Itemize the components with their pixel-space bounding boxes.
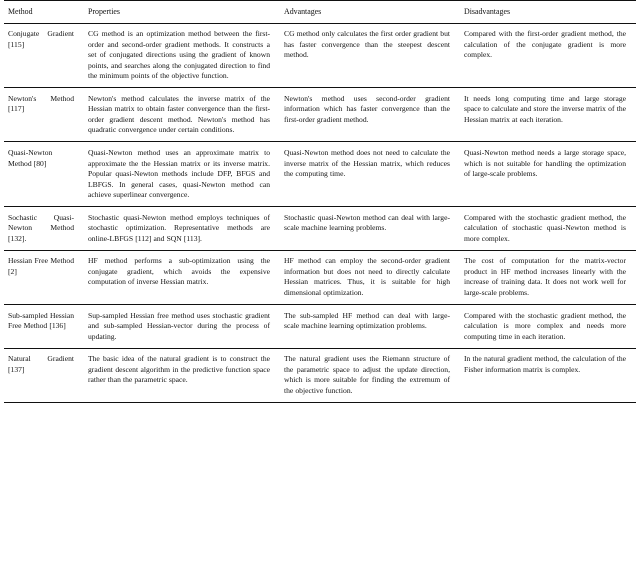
- cell-method: Newton's Method [117]: [4, 88, 84, 142]
- table-row: [4, 88, 636, 142]
- cell-properties: CG method is an optimization method between the first-order and second-order gradient methods. It constructs a set of conjugated directions using the gradient of known points, and searches along the conjugated direction to find the minimum points of the objective function.: [84, 23, 280, 88]
- column-header-disadvantages: [460, 1, 636, 24]
- column-header-advantages: [280, 1, 460, 24]
- table-row: [4, 305, 636, 349]
- cell-advantages: Quasi-Newton method does not need to calculate the inverse matrix of the Hessian matrix, which reduces the computing time.: [280, 142, 460, 207]
- table-row: [4, 207, 636, 251]
- cell-advantages: HF method can employ the second-order gradient information but does not need to directly calculate Hessian matrices. Thus, it is suitable for high dimensional optimization.: [280, 250, 460, 304]
- cell-method: Quasi-Newton Method [80]: [4, 142, 84, 207]
- cell-properties: Stochastic quasi-Newton method employs techniques of stochastic optimization. Representative methods are online-LBFGS [112] and SQN [113].: [84, 207, 280, 251]
- cell-method: Hessian Free Method [2]: [4, 250, 84, 304]
- table-header-row: [4, 1, 636, 24]
- cell-disadvantages: Compared with the stochastic gradient method, the calculation is more complex and needs more computing time in each iteration.: [460, 305, 636, 349]
- cell-properties: The basic idea of the natural gradient is to construct the gradient descent algorithm in the predictive function space rather than the parametric space.: [84, 348, 280, 402]
- cell-advantages: CG method only calculates the first order gradient but has faster convergence than the steepest descent method.: [280, 23, 460, 88]
- cell-advantages: The sub-sampled HF method can deal with large-scale machine learning optimization problems.: [280, 305, 460, 349]
- cell-method: Sub-sampled Hessian Free Method [136]: [4, 305, 84, 349]
- cell-disadvantages: In the natural gradient method, the calculation of the Fisher information matrix is complex.: [460, 348, 636, 402]
- column-header-method-label: Method: [8, 6, 33, 16]
- column-header-disadvantages-label: Disadvantages: [464, 6, 511, 16]
- cell-properties: Quasi-Newton method uses an approximate matrix to approximate the the Hessian matrix or its inverse matrix. Popular quasi-Newton methods include DFP, BFGS and LBFGS. In general cases, quasi-Newton method can achieve superlinear convergence.: [84, 142, 280, 207]
- column-header-advantages-label: Advantages: [284, 6, 322, 16]
- cell-method: Natural Gradient [137]: [4, 348, 84, 402]
- table-row: [4, 142, 636, 207]
- optimization-methods-comparison-table: [4, 0, 636, 403]
- cell-disadvantages: The cost of computation for the matrix-vector product in HF method increases linearly with the increase of training data. It does not work well for large-scale problems.: [460, 250, 636, 304]
- table-header: [4, 1, 636, 24]
- cell-disadvantages: Quasi-Newton method needs a large storage space, which is not suitable for handling the optimization of large-scale problems.: [460, 142, 636, 207]
- column-header-properties-label: Properties: [88, 6, 120, 16]
- table-row: [4, 23, 636, 88]
- cell-properties: Newton's method calculates the inverse matrix of the Hessian matrix to obtain faster convergence than the first-order gradient descent method. Newton's method has quadratic convergence under certain conditions.: [84, 88, 280, 142]
- table-body: [4, 23, 636, 402]
- cell-disadvantages: It needs long computing time and large storage space to calculate and store the inverse matrix of the Hessian matrix at each iteration.: [460, 88, 636, 142]
- column-header-method: [4, 1, 84, 24]
- cell-disadvantages: Compared with the first-order gradient method, the calculation of the conjugate gradient is more complex.: [460, 23, 636, 88]
- cell-disadvantages: Compared with the stochastic gradient method, the calculation of stochastic quasi-Newton method is more complex.: [460, 207, 636, 251]
- cell-advantages: Stochastic quasi-Newton method can deal with large-scale machine learning problems.: [280, 207, 460, 251]
- cell-method: Conjugate Gradient [115]: [4, 23, 84, 88]
- cell-properties: HF method performs a sub-optimization using the conjugate gradient, which avoids the expensive computation of inverse Hessian matrix.: [84, 250, 280, 304]
- cell-advantages: The natural gradient uses the Riemann structure of the parametric space to adjust the update direction, which is more suitable for finding the extremum of the objective function.: [280, 348, 460, 402]
- cell-advantages: Newton's method uses second-order gradient information which has faster convergence than the first-order gradient method.: [280, 88, 460, 142]
- cell-properties: Sup-sampled Hessian free method uses stochastic gradient and sub-sampled Hessian-vector during the process of updating.: [84, 305, 280, 349]
- cell-method: Sochastic Quasi-Newton Method [132].: [4, 207, 84, 251]
- table-row: [4, 348, 636, 402]
- table-row: [4, 250, 636, 304]
- column-header-properties: [84, 1, 280, 24]
